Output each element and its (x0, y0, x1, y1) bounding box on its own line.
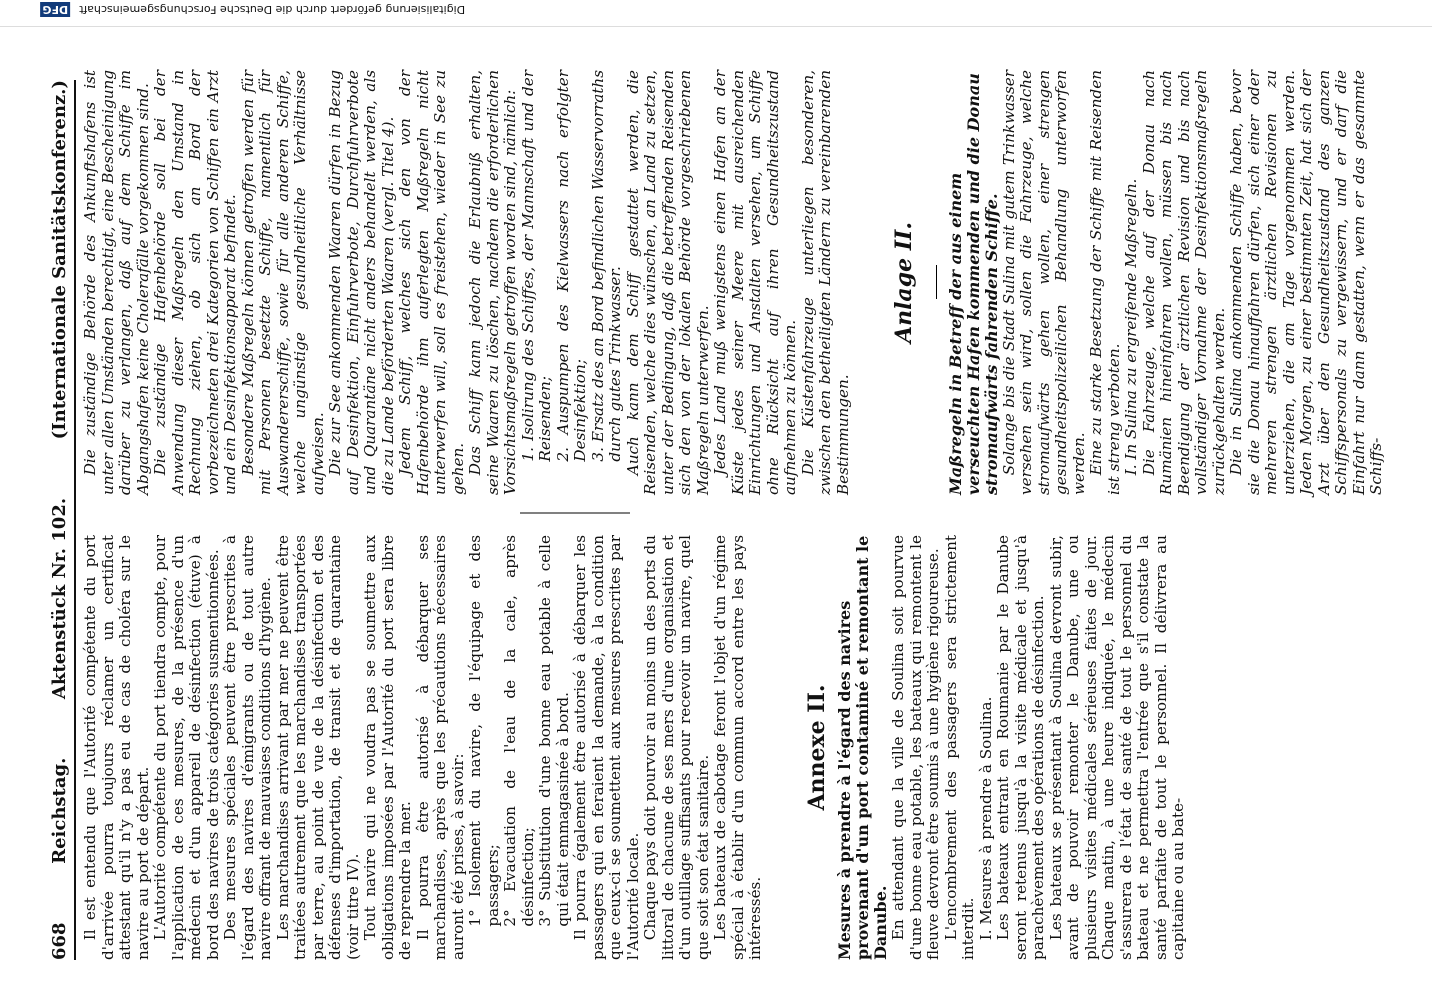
page-number: 668 (49, 922, 70, 960)
de-annex-title: Anlage II. (891, 222, 917, 343)
de-paragraph: Jedem Schiff, welches sich den von der Hafenbehörde ihm auferlegten Maßregeln nicht unterwerfen will, soll es freistehen, wieder in See zu gehen. (396, 70, 467, 495)
de-annex-paragraph: Die Fahrzeuge, welche auf der Donau nach Rumänien hineinfahren wollen, müssen bis nach Beendigung der ärztlichen Revision und bis nach vollständiger Vornahme der Desinfektionsmaßregeln zurückgehalten werden. (1139, 70, 1228, 495)
fr-list (467, 535, 572, 960)
header-center: Aktenstück Nr. 102. (49, 497, 70, 700)
de-annex-paragraph: Eine zu starke Besetzung der Schiffe mit Reisenden ist streng verboten. (1087, 70, 1123, 495)
de-paragraph: Die zur See ankommenden Waaren dürfen in Bezug auf Desinfektion, Einfuhrverbote, Durchfuhrverbote und Quarantäne nicht anders behandelt werden, als die zu Lande beförderten Waaren (vergl. Titel 4). (326, 70, 397, 495)
french-column (82, 535, 1188, 960)
de-list-item: 1. Isolirung des Schiffes, der Mannschaft und der Reisenden; (518, 70, 554, 462)
de-paragraph: Die zuständige Behörde des Ankunftshafens ist unter allen Umständen berechtigt, eine Bescheinigung darüber zu verlangen, daß auf dem Schiffe im Abgangshafen keine Cholerafälle vorgekommen sind. (81, 70, 152, 495)
de-list (520, 70, 625, 495)
fr-list-item: 3° Substitution d'une bonne eau potable à celle qui était emmagasinée à bord. (536, 535, 572, 927)
fr-list-item: 1° Isolement du navire, de l'équipage et des passagers; (466, 535, 502, 927)
fr-paragraph: Il est entendu que l'Autorité compétente du port d'arrivée pourra toujours réclamer un certificat attestant qu'il n'y a pas eu de cas de choléra sur le navire au port de départ. (81, 535, 152, 960)
fr-paragraph: Il pourra également être autorisé à débarquer les passagers qui en feraient la demande, à la condition que ceux-ci se soumettent aux mesures prescrites par l'Autorité locale. (571, 535, 642, 960)
fr-annex-paragraph: En attendant que la ville de Soulina soit pourvue d'une bonne eau potable, les bateaux qui remontent le fleuve devront être soumis à une hygiène rigoureuse. (889, 535, 942, 960)
page-header (40, 80, 76, 960)
column-divider (520, 513, 630, 514)
de-annex-section-title: I. In Sulina zu ergreifende Maßregeln. (1122, 178, 1140, 476)
de-list-item: 3. Ersatz des an Bord befindlichen Wasservorraths durch gutes Trinkwasser. (588, 70, 624, 462)
fr-paragraph: Il pourra être autorisé à débarquer ses marchandises, après que les précautions nécessaires auront été prises, à savoir: (413, 535, 467, 960)
fr-paragraph: Des mesures spéciales peuvent être prescrites à l'égard des navires d'émigrants ou de tout autre navire offrant de mauvaises conditions d'hygiène. (221, 535, 274, 960)
de-annex-paragraph: Solange bis die Stadt Sulina mit gutem Trinkwasser versehen sein wird, sollen die Fahrzeuge, welche stromaufwärts gehen wollen, einer strengen gesundheitspolizeilichen Behandlung unterworfen werden. (999, 70, 1088, 495)
dfg-credit-text: Digitalisierung gefördert durch die Deutsche Forschungsgemeinschaft (79, 3, 466, 16)
de-paragraph: Besondere Maßregeln können getroffen werden für mit Personen besetzte Schiffe, namentlich für Auswandererschiffe, sowie für alle anderen Schiffe, welche ungünstige gesundheitliche Verhältnisse aufweisen. (238, 70, 327, 495)
de-annex-paragraph: Die in Sulina ankommenden Schiffe haben, bevor sie die Donau hinauffahren dürfen, sich einer oder mehreren strengen ärztlichen Revisionen zu unterziehen, die am Tage vorgenommen werden. Jeden Morgen, zu einer bestimmten Zeit, hat sich der Arzt über den Gesundheitszustand des ganzen Schiffspersonals zu vergewissern, und er darf die Einfahrt nur dann gestatten, wenn er das gesammte Schiffs- (1227, 70, 1385, 495)
fr-annex-paragraph: L'encombrement des passagers sera strictement interdit. (941, 535, 977, 960)
dfg-credit (40, 2, 465, 17)
de-list-item: 2. Auspumpen des Kielwassers nach erfolgter Desinfektion; (553, 70, 589, 462)
digitization-sidebar (0, 0, 1432, 27)
de-paragraph: Jedes Land muß wenigstens einen Hafen an der Küste jedes seiner Meere mit ausreichenden Einrichtungen und Anstalten versehen, um Schiffe ohne Rücksicht auf ihren Gesundheitszustand aufnehmen zu können. (711, 70, 799, 495)
fr-annex-paragraph: Les bateaux entrant en Roumanie par le Danube seront retenus jusqu'à la visite médicale et jusqu'à parachèvement des opérations de désinfection. (994, 535, 1047, 960)
de-paragraph: Die zuständige Hafenbehörde soll bei der Anwendung dieser Maßregeln den Umstand in Rechnung ziehen, ob sich an Bord der vorbezeichneten drei Kategorien von Schiffen ein Arzt und ein Desinfektionsapparat befindet. (151, 70, 239, 495)
fr-paragraph: Les marchandises arrivant par mer ne peuvent être traitées autrement que les marchandises transportées par terre, au point de vue de la désinfection et des défenses d'importation, de transit et de quarantaine (voir titre IV). (273, 535, 362, 960)
fr-paragraph: Chaque pays doit pourvoir au moins un des ports du littoral de chacune de ses mers d'une organisation et d'un outillage suffisants pour recevoir un navire, quel que soit son état sanitaire. (641, 535, 712, 960)
de-annex-heading: Maßregeln in Betreff der aus einem verseuchten Hafen kommenden und die Donau stromaufwärts fahrenden Schiffe. (945, 73, 1001, 495)
de-paragraph: Auch kann dem Schiff gestattet werden, die Reisenden, welche dies wünschen, an Land zu setzen, unter der Bedingung, daß die betreffenden Reisenden sich den von der lokalen Behörde vorgeschriebenen Maßregeln unterwerfen. (623, 70, 712, 495)
fr-annex-title: Annexe II. (803, 684, 830, 811)
german-column (82, 70, 1386, 495)
fr-annex-heading: Mesures à prendre à l'égard des navires provenant d'un port contaminé et remontant le Danube. (835, 535, 890, 960)
de-paragraph: Das Schiff kann jedoch die Erlaubniß erhalten, seine Waaren zu löschen, nachdem die erforderlichen Vorsichtsmaßregeln getroffen worden sind, nämlich: (466, 70, 519, 495)
annex-rule (936, 266, 937, 300)
fr-annex-paragraph: Les bateaux se présentant à Soulina devront subir, avant de pouvoir remonter le Danube, une ou plusieurs visites médicales sérieuses faites de jour. Chaque matin, à une heure indiquée, le médecin s'assurera de l'état de santé de tout le personnel du bateau et ne permettra l'entrée que s'il constate la santé parfaite de tout le personnel. Il délivrera au capitaine ou au bate- (1046, 535, 1187, 960)
fr-paragraph: Les bateaux de cabotage feront l'objet d'un régime spécial à établir d'un commun accord entre les pays intéressés. (711, 535, 764, 960)
fr-annex-section-title: I. Mesures à prendre à Soulina. (976, 696, 995, 941)
header-left: Reichstag. (49, 757, 70, 864)
fr-list-item: 2° Evacuation de l'eau de la cale, après désinfection; (501, 535, 537, 927)
fr-paragraph: Tout navire qui ne voudra pas se soumettre aux obligations imposées par l'Autorité du port sera libre de reprendre la mer. (361, 535, 414, 960)
fr-paragraph: L'Autorité compétente du port tiendra compte, pour l'application de ces mesures, de la présence d'un médecin et d'un appareil de désinfection (étuve) à bord des navires de trois catégories susmentionnées. (151, 535, 222, 960)
dfg-logo-badge: DFG (42, 3, 68, 16)
de-paragraph: Die Küstenfahrzeuge unterliegen besonderen, zwischen den betheiligten Ländern zu vereinbarenden Bestimmungen. (798, 70, 852, 495)
header-right: (Internationale Sanitätskonferenz.) (49, 80, 70, 440)
